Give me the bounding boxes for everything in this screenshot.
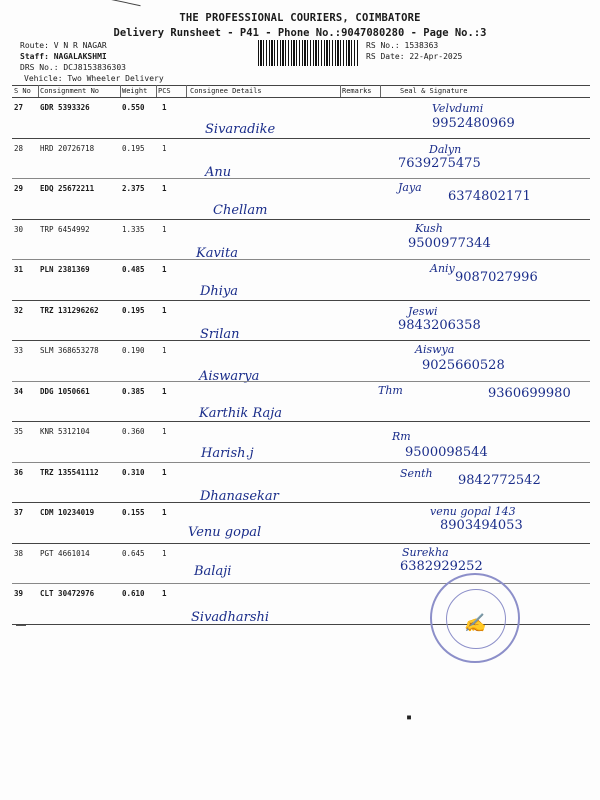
consignment-number: TRZ 135541112 bbox=[40, 467, 99, 477]
table-row bbox=[12, 422, 590, 464]
col-consignment: Consignment No bbox=[40, 87, 100, 95]
row-pcs: 1 bbox=[162, 386, 167, 396]
table-row bbox=[12, 179, 590, 221]
col-divider bbox=[120, 85, 121, 97]
row-pcs: 1 bbox=[162, 305, 167, 315]
table-row bbox=[12, 463, 590, 505]
handwritten-signature: Rm bbox=[392, 430, 411, 443]
row-sno: 39 bbox=[14, 589, 24, 598]
handwritten-consignee-name: Sivadharshi bbox=[191, 610, 270, 625]
route-label: Route: V N R NAGAR bbox=[20, 41, 107, 50]
handwritten-phone: 9843206358 bbox=[398, 317, 481, 333]
handwritten-consignee-name: Balaji bbox=[194, 563, 232, 579]
handwritten-consignee-name: Kavita bbox=[196, 245, 238, 261]
row-weight: 0.155 bbox=[122, 508, 145, 517]
rs-number: RS No.: 1538363 bbox=[366, 41, 439, 50]
col-divider bbox=[186, 85, 187, 97]
handwritten-consignee-name: Aiswarya bbox=[199, 369, 260, 384]
row-weight: 0.195 bbox=[122, 143, 145, 153]
col-divider bbox=[380, 85, 381, 97]
handwritten-consignee-name: Karthik Raja bbox=[199, 405, 283, 421]
handwritten-signature: Jaya bbox=[398, 181, 422, 194]
row-weight: 0.195 bbox=[122, 305, 145, 315]
row-weight: 0.550 bbox=[122, 103, 145, 112]
handwritten-signature: Thm bbox=[378, 383, 403, 397]
row-sno: 28 bbox=[14, 143, 24, 153]
handwritten-signature: Velvdumi bbox=[432, 102, 484, 115]
handwritten-phone: 8903494053 bbox=[440, 518, 523, 533]
handwritten-signature: Aniy bbox=[430, 262, 455, 275]
row-pcs: 1 bbox=[162, 427, 167, 436]
col-consignee: Consignee Details bbox=[190, 87, 262, 95]
row-weight: 0.485 bbox=[122, 265, 145, 274]
row-weight: 0.385 bbox=[122, 386, 145, 396]
table-row bbox=[12, 139, 590, 181]
row-weight: 0.610 bbox=[122, 589, 145, 598]
courier-seal-stamp: ✍ bbox=[430, 573, 520, 663]
consignment-number: EDQ 25672211 bbox=[40, 184, 95, 193]
row-sno: 27 bbox=[14, 103, 24, 112]
consignment-number: TRZ 131296262 bbox=[40, 305, 99, 315]
col-sno: S No bbox=[14, 87, 31, 95]
vehicle-label: Vehicle: Two Wheeler Delivery bbox=[24, 74, 164, 83]
handwritten-signature: Jeswi bbox=[408, 304, 438, 318]
handwritten-consignee-name: Venu gopal bbox=[188, 525, 262, 540]
handwritten-consignee-name: Srilan bbox=[200, 326, 240, 342]
handwritten-phone: 9025660528 bbox=[422, 358, 505, 373]
table-row bbox=[12, 544, 590, 586]
row-sno: 37 bbox=[14, 508, 24, 517]
row-sno: 35 bbox=[14, 427, 24, 436]
table-row bbox=[12, 503, 590, 545]
consignment-number: KNR 5312104 bbox=[40, 427, 90, 436]
row-pcs: 1 bbox=[162, 346, 167, 355]
handwritten-signature: Kush bbox=[415, 221, 443, 235]
handwritten-signature: Senth bbox=[400, 466, 433, 480]
consignment-number: HRD 20726718 bbox=[40, 143, 95, 153]
handwritten-phone: 9952480969 bbox=[432, 116, 515, 131]
consignment-number: PLN 2381369 bbox=[40, 265, 90, 274]
handwritten-phone: 7639275475 bbox=[398, 155, 481, 171]
row-weight: 0.190 bbox=[122, 346, 145, 355]
table-row bbox=[12, 260, 590, 302]
handwritten-phone: 9500977344 bbox=[408, 235, 491, 251]
row-pcs: 1 bbox=[162, 589, 167, 598]
handwritten-phone: 6374802171 bbox=[448, 189, 531, 204]
handwritten-consignee-name: Harish.j bbox=[201, 446, 254, 461]
row-sno: 33 bbox=[14, 346, 24, 355]
scan-mark bbox=[16, 625, 26, 626]
handwritten-consignee-name: Chellam bbox=[213, 203, 268, 218]
row-sno: 32 bbox=[14, 305, 24, 315]
row-weight: 0.360 bbox=[122, 427, 145, 436]
handwritten-signature: Dalyn bbox=[429, 142, 462, 156]
row-weight: 0.645 bbox=[122, 548, 145, 558]
handwritten-consignee-name: Sivaradike bbox=[205, 122, 276, 137]
handwritten-consignee-name: Anu bbox=[205, 164, 232, 180]
row-pcs: 1 bbox=[162, 103, 167, 112]
col-divider bbox=[38, 85, 39, 97]
row-pcs: 1 bbox=[162, 224, 167, 234]
row-sno: 36 bbox=[14, 467, 24, 477]
row-pcs: 1 bbox=[162, 508, 167, 517]
row-pcs: 1 bbox=[162, 467, 167, 477]
table-row bbox=[12, 220, 590, 262]
col-divider bbox=[156, 85, 157, 97]
row-sno: 29 bbox=[14, 184, 24, 193]
handwritten-consignee-name: Dhanasekar bbox=[200, 488, 279, 504]
handwritten-phone: 9360699980 bbox=[488, 385, 571, 401]
row-pcs: 1 bbox=[162, 143, 167, 153]
consignment-number: SLM 368653278 bbox=[40, 346, 99, 355]
handwritten-consignee-name: Dhiya bbox=[200, 284, 239, 299]
table-row bbox=[12, 382, 590, 424]
row-weight: 2.375 bbox=[122, 184, 145, 193]
table-row bbox=[12, 341, 590, 383]
col-pcs: PCS bbox=[158, 87, 171, 95]
table-row bbox=[12, 98, 590, 140]
runsheet-title: THE PROFESSIONAL COURIERS, COIMBATORE bbox=[179, 12, 421, 24]
row-weight: 0.310 bbox=[122, 467, 145, 477]
handwritten-signature: Surekha bbox=[402, 545, 449, 559]
barcode-image bbox=[258, 40, 358, 66]
handwritten-signature: venu gopal 143 bbox=[430, 505, 516, 518]
handwritten-phone: 9842772542 bbox=[458, 472, 541, 488]
staff-label: Staff: NAGALAKSHMI bbox=[20, 52, 107, 61]
drs-number: DRS No.: DCJ8153836303 bbox=[20, 63, 126, 72]
rs-date: RS Date: 22-Apr-2025 bbox=[366, 52, 463, 61]
row-pcs: 1 bbox=[162, 548, 167, 558]
col-remarks: Remarks bbox=[342, 87, 372, 95]
consignment-number: PGT 4661014 bbox=[40, 548, 90, 558]
handwritten-phone: 9500098544 bbox=[405, 445, 488, 460]
scan-dot: ▪ bbox=[406, 712, 413, 723]
col-weight: Weight bbox=[122, 87, 148, 95]
table-row bbox=[12, 301, 590, 343]
row-sno: 30 bbox=[14, 224, 24, 234]
row-weight: 1.335 bbox=[122, 224, 145, 234]
consignment-number: TRP 6454992 bbox=[40, 224, 90, 234]
row-pcs: 1 bbox=[162, 184, 167, 193]
col-divider bbox=[340, 85, 341, 97]
table-top-rule bbox=[12, 85, 590, 86]
runsheet-subtitle: Delivery Runsheet - P41 - Phone No.:9047080280 - Page No.:3 bbox=[113, 27, 487, 39]
consignment-number: CDM 10234019 bbox=[40, 508, 95, 517]
row-sno: 31 bbox=[14, 265, 24, 274]
consignment-number: CLT 30472976 bbox=[40, 589, 95, 598]
row-pcs: 1 bbox=[162, 265, 167, 274]
row-sno: 38 bbox=[14, 548, 24, 558]
consignment-number: DDG 1050661 bbox=[40, 386, 90, 396]
handwritten-phone: 6382929252 bbox=[400, 558, 483, 574]
handwritten-phone: 9087027996 bbox=[455, 270, 538, 285]
consignment-number: GDR 5393326 bbox=[40, 103, 90, 112]
col-signature: Seal & Signature bbox=[400, 87, 468, 95]
row-sno: 34 bbox=[14, 386, 24, 396]
handwritten-signature: Aiswya bbox=[415, 343, 455, 356]
